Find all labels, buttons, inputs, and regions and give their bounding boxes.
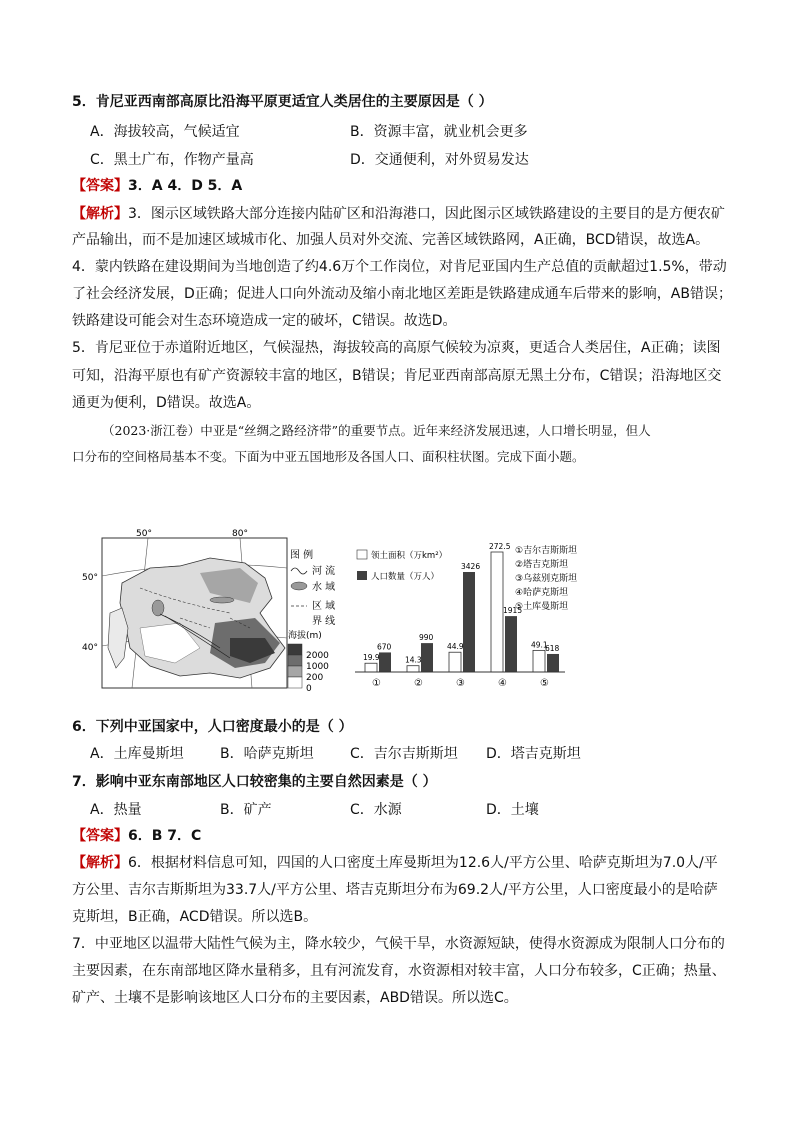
bar-area-2 (407, 666, 419, 672)
analysis-text: 3．图示区域铁路大部分连接内陆矿区和沿海港口，因此图示区域铁路建设的主要目的是方便农矿 (128, 206, 725, 222)
bar-area-3 (449, 652, 461, 672)
category-label-3: ③ (456, 678, 465, 689)
analysis-text: 6．根据材料信息可知，四国的人口密度土库曼斯坦为12.6人/平方公里、哈萨克斯坦为7.0人/平 (128, 855, 718, 871)
legend-country-3: ③乌兹别克斯坦 (515, 574, 578, 584)
q6-option-d: D．塔吉克斯坦 (486, 746, 581, 762)
analysis-q7-line-2: 主要因素，在东南部地区降水量稍多，且有河流发育，水资源相对较丰富，人口分布较多，C正确；热量、 (72, 963, 726, 979)
q7-option-d: D．土壤 (486, 802, 539, 818)
elevation-level-200: 200 (306, 673, 324, 683)
population-area-bar-chart (355, 540, 615, 690)
data-label-area-2: 14.3 (405, 655, 422, 665)
lat-label-40: 40° (82, 643, 98, 653)
legend-region: 区 域 (312, 601, 336, 612)
elevation-level-0: 0 (306, 684, 312, 694)
analysis-q6-line-2: 方公里、吉尔吉斯斯坦为33.7人/平方公里、塔吉克斯坦分布为69.2人/平方公里，人口密度最小的是哈萨 (72, 882, 718, 898)
analysis-tag: 【解析】 (72, 855, 128, 871)
q7-option-c: C．水源 (350, 802, 402, 818)
bar-population-5 (547, 654, 559, 672)
analysis-q3-line-2: 产品输出，而不是加速区域城市化、加强人员对外交流、完善区域铁路网，A正确，BCD错误，故选A。 (72, 232, 710, 248)
answer-block-2 (72, 826, 201, 846)
answer-block-1 (72, 176, 242, 196)
q7-option-b: B．矿产 (220, 802, 272, 818)
bar-population-3 (463, 572, 475, 672)
analysis-q5-line-3: 通更为便利，D错误。故选A。 (72, 395, 261, 411)
question-6-stem: 6．下列中亚国家中，人口密度最小的是（ ） (72, 719, 353, 735)
legend-river: 河 流 (312, 566, 336, 577)
analysis-q3-line-1 (72, 204, 725, 224)
legend-water: 水 域 (312, 582, 336, 593)
river-legend-icon (291, 568, 307, 574)
legend-series-population: 人口数量（万人） (371, 572, 440, 582)
analysis-q5-line-2: 可知，沿海平原也有矿产资源较丰富的地区，B错误；肯尼亚西南部高原无黑土分布，C错误；沿海地区交 (72, 368, 722, 384)
analysis-q5-line-1: 5．肯尼亚位于赤道附近地区，气候湿热，海拔较高的高原气候较为凉爽，更适合人类居住，A正确；读图 (72, 340, 721, 356)
category-label-4: ④ (498, 678, 507, 689)
data-label-area-3: 44.9 (447, 642, 464, 652)
legend-country-2: ②塔吉克斯坦 (515, 560, 569, 570)
water-legend-icon (291, 582, 307, 590)
lon-label-50: 50° (136, 529, 152, 539)
legend-swatch-area (357, 550, 367, 559)
elevation-title: 海拔(m) (288, 631, 322, 641)
data-label-population-2: 990 (419, 633, 434, 643)
bar-population-4 (505, 616, 517, 672)
data-label-area-5: 49.1 (531, 640, 548, 650)
analysis-q6-line-3: 克斯坦，B正确，ACD错误。所以选B。 (72, 909, 318, 925)
data-label-area-1: 19.9 (363, 653, 380, 663)
q6-option-b: B．哈萨克斯坦 (220, 746, 314, 762)
map-legend-title: 图 例 (290, 550, 314, 561)
data-label-population-1: 670 (377, 642, 392, 652)
central-asia-map (80, 528, 350, 708)
lat-label-50: 50° (82, 573, 98, 583)
q6-option-c: C．吉尔吉斯斯坦 (350, 746, 458, 762)
analysis-tag: 【解析】 (72, 206, 128, 222)
q7-option-a: A．热量 (90, 802, 142, 818)
question-7-stem: 7．影响中亚东南部地区人口较密集的主要自然因素是（ ） (72, 774, 437, 790)
q5-option-a: A．海拔较高，气候适宜 (90, 124, 240, 140)
answer-text: 3．A 4．D 5．A (128, 178, 243, 194)
legend-country-4: ④哈萨克斯坦 (515, 588, 569, 598)
data-label-population-3: 3426 (461, 562, 481, 571)
category-label-2: ② (414, 678, 423, 689)
legend-country-5: ⑤土库曼斯坦 (515, 602, 569, 612)
analysis-q4-line-2: 了社会经济发展，D正确；促进人口向外流动及缩小南北地区差距是铁路建成通车后带来的影响，AB错误； (72, 286, 732, 302)
answer-tag: 【答案】 (72, 828, 128, 844)
bar-population-1 (379, 652, 391, 672)
answer-tag: 【答案】 (72, 178, 128, 194)
analysis-q4-line-3: 铁路建设可能会对生态环境造成一定的破坏，C错误。故选D。 (72, 313, 457, 329)
intro-line-1: （2023·浙江卷）中亚是“丝绸之路经济带”的重要节点。近年来经济发展迅速，人口增长明显，但人 (102, 423, 651, 438)
elevation-level-2000: 2000 (306, 651, 329, 661)
answer-text: 6．B 7．C (128, 828, 202, 844)
elevation-level-1000: 1000 (306, 662, 329, 672)
analysis-q6-line-1 (72, 853, 718, 873)
legend-series-area: 领土面积（万km²） (371, 551, 448, 561)
data-label-area-4: 272.5 (489, 542, 511, 551)
analysis-q7-line-3: 矿产、土壤不是影响该地区人口分布的主要因素，ABD错误。所以选C。 (72, 990, 518, 1006)
q5-option-d: D．交通便利，对外贸易发达 (350, 152, 529, 168)
analysis-q7-line-1: 7．中亚地区以温带大陆性气候为主，降水较少，气候干旱，水资源短缺，使得水资源成为限制人口分布的 (72, 936, 725, 952)
intro-line-2: 口分布的空间格局基本不变。下面为中亚五国地形及各国人口、面积柱状图。完成下面小题。 (72, 449, 585, 464)
question-5-stem: 5．肯尼亚西南部高原比沿海平原更适宜人类居住的主要原因是（ ） (72, 94, 493, 110)
legend-country-1: ①吉尔吉斯斯坦 (515, 546, 578, 556)
bar-area-1 (365, 663, 377, 672)
data-label-population-5: 618 (545, 643, 560, 653)
legend-boundary: 界 线 (312, 616, 336, 627)
q5-option-b: B．资源丰富，就业机会更多 (350, 124, 528, 140)
lon-label-80: 80° (232, 529, 248, 539)
legend-swatch-population (357, 571, 367, 580)
data-label-population-4: 1915 (503, 606, 523, 616)
q6-option-a: A．土库曼斯坦 (90, 746, 184, 762)
bar-area-5 (533, 650, 545, 672)
bar-population-2 (421, 643, 433, 672)
q5-option-c: C．黑土广布，作物产量高 (90, 152, 254, 168)
bar-area-4 (491, 552, 503, 672)
category-label-1: ① (372, 678, 381, 689)
analysis-q4-line-1: 4．蒙内铁路在建设期间为当地创造了约4.6万个工作岗位，对肯尼亚国内生产总值的贡献超过1.5%，带动 (72, 259, 727, 275)
category-label-5: ⑤ (540, 678, 549, 689)
